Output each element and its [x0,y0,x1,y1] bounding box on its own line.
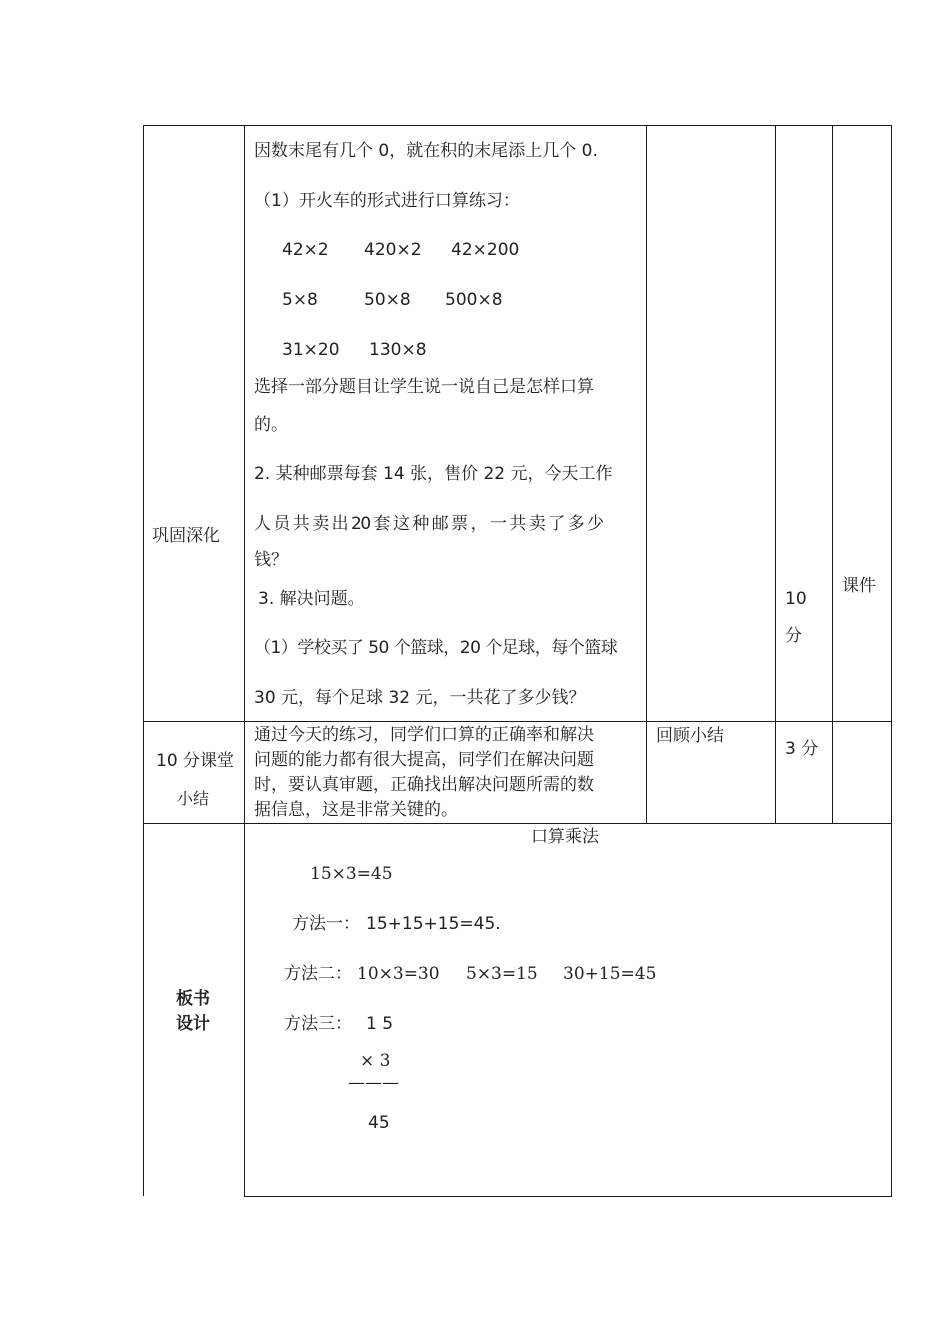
method1-expression: 15+15+15=45. [366,914,501,934]
oral-calc-item: 42×2 [282,240,329,260]
content-line: 因数末尾有几个 0，就在积的末尾添上几个 0. [254,141,598,161]
vertical-multiplicand: 1 5 [366,1014,394,1034]
method2-step-c: 30+15=45 [563,964,657,984]
vertical-result: 45 [368,1113,390,1133]
oral-calc-item: 420×2 [364,240,422,260]
content-line: （1）学校买了 50 个篮球，20 个足球，每个篮球 [254,638,618,658]
content-line: 30 元，每个足球 32 元，一共花了多少钱？ [254,688,586,708]
stage-label-board-line1: 板书 [176,989,210,1009]
oral-calc-item: 31×20 [282,340,340,360]
method3-label: 方法三： [284,1014,352,1034]
stage-label-summary-line1: 10 分课堂 [156,751,235,771]
board-equation: 15×3=45 [310,864,393,884]
time-unit: 分 [785,626,802,646]
col-divider-stage [244,125,245,1197]
media-label: 课件 [842,576,876,596]
summary-line: 问题的能力都有很大提高，同学们在解决问题 [254,750,594,770]
content-line: 人 员 共 卖 出 20 套 这 种 邮 票 ， 一 共 卖 了 多 少 [254,514,603,534]
method1-label: 方法一： [292,914,360,934]
col-divider-content [646,125,647,823]
content-line: 的。 [254,415,288,435]
content-line: 钱？ [254,550,288,570]
method2-label: 方法二： [284,964,352,984]
stage-label-board-line2: 设计 [176,1014,210,1034]
summary-line: 据信息，这是非常关键的。 [254,800,458,820]
board-box-bottom [244,1196,892,1197]
oral-calc-item: 130×8 [369,340,427,360]
table-border-left [143,125,144,1196]
oral-calc-item: 500×8 [445,290,503,310]
row-divider-1 [143,721,892,722]
summary-line: 通过今天的练习，同学们口算的正确率和解决 [254,725,594,745]
table-border-right [891,125,892,1197]
summary-line: 时，要认真审题，正确找出解决问题所需的数 [254,775,594,795]
vertical-multiplier: × 3 [360,1051,391,1071]
time-value: 3 分 [785,739,819,759]
time-value: 10 [785,589,807,609]
oral-calc-item: 5×8 [282,290,318,310]
stage-label-consolidate: 巩固深化 [152,526,220,546]
content-line: 2. 某种邮票每套 14 张，售价 22 元，今天工作 [254,464,613,484]
table-border-top [143,125,892,126]
method2-step-a: 10×3=30 [357,964,440,984]
stage-label-summary-line2: 小结 [177,789,210,808]
activity-label: 回顾小结 [656,726,724,746]
board-title: 口算乘法 [531,827,599,847]
method2-step-b: 5×3=15 [466,964,538,984]
content-line: 3. 解决问题。 [258,589,365,609]
row-divider-2 [143,823,892,824]
oral-calc-item: 50×8 [364,290,411,310]
col-divider-time [832,125,833,823]
content-line: 选择一部分题目让学生说一说自己是怎样口算 [254,377,594,397]
oral-calc-item: 42×200 [451,240,520,260]
vertical-rule: ——— [348,1073,399,1093]
col-divider-activity [775,125,776,823]
content-line: （1）开火车的形式进行口算练习： [254,191,520,211]
